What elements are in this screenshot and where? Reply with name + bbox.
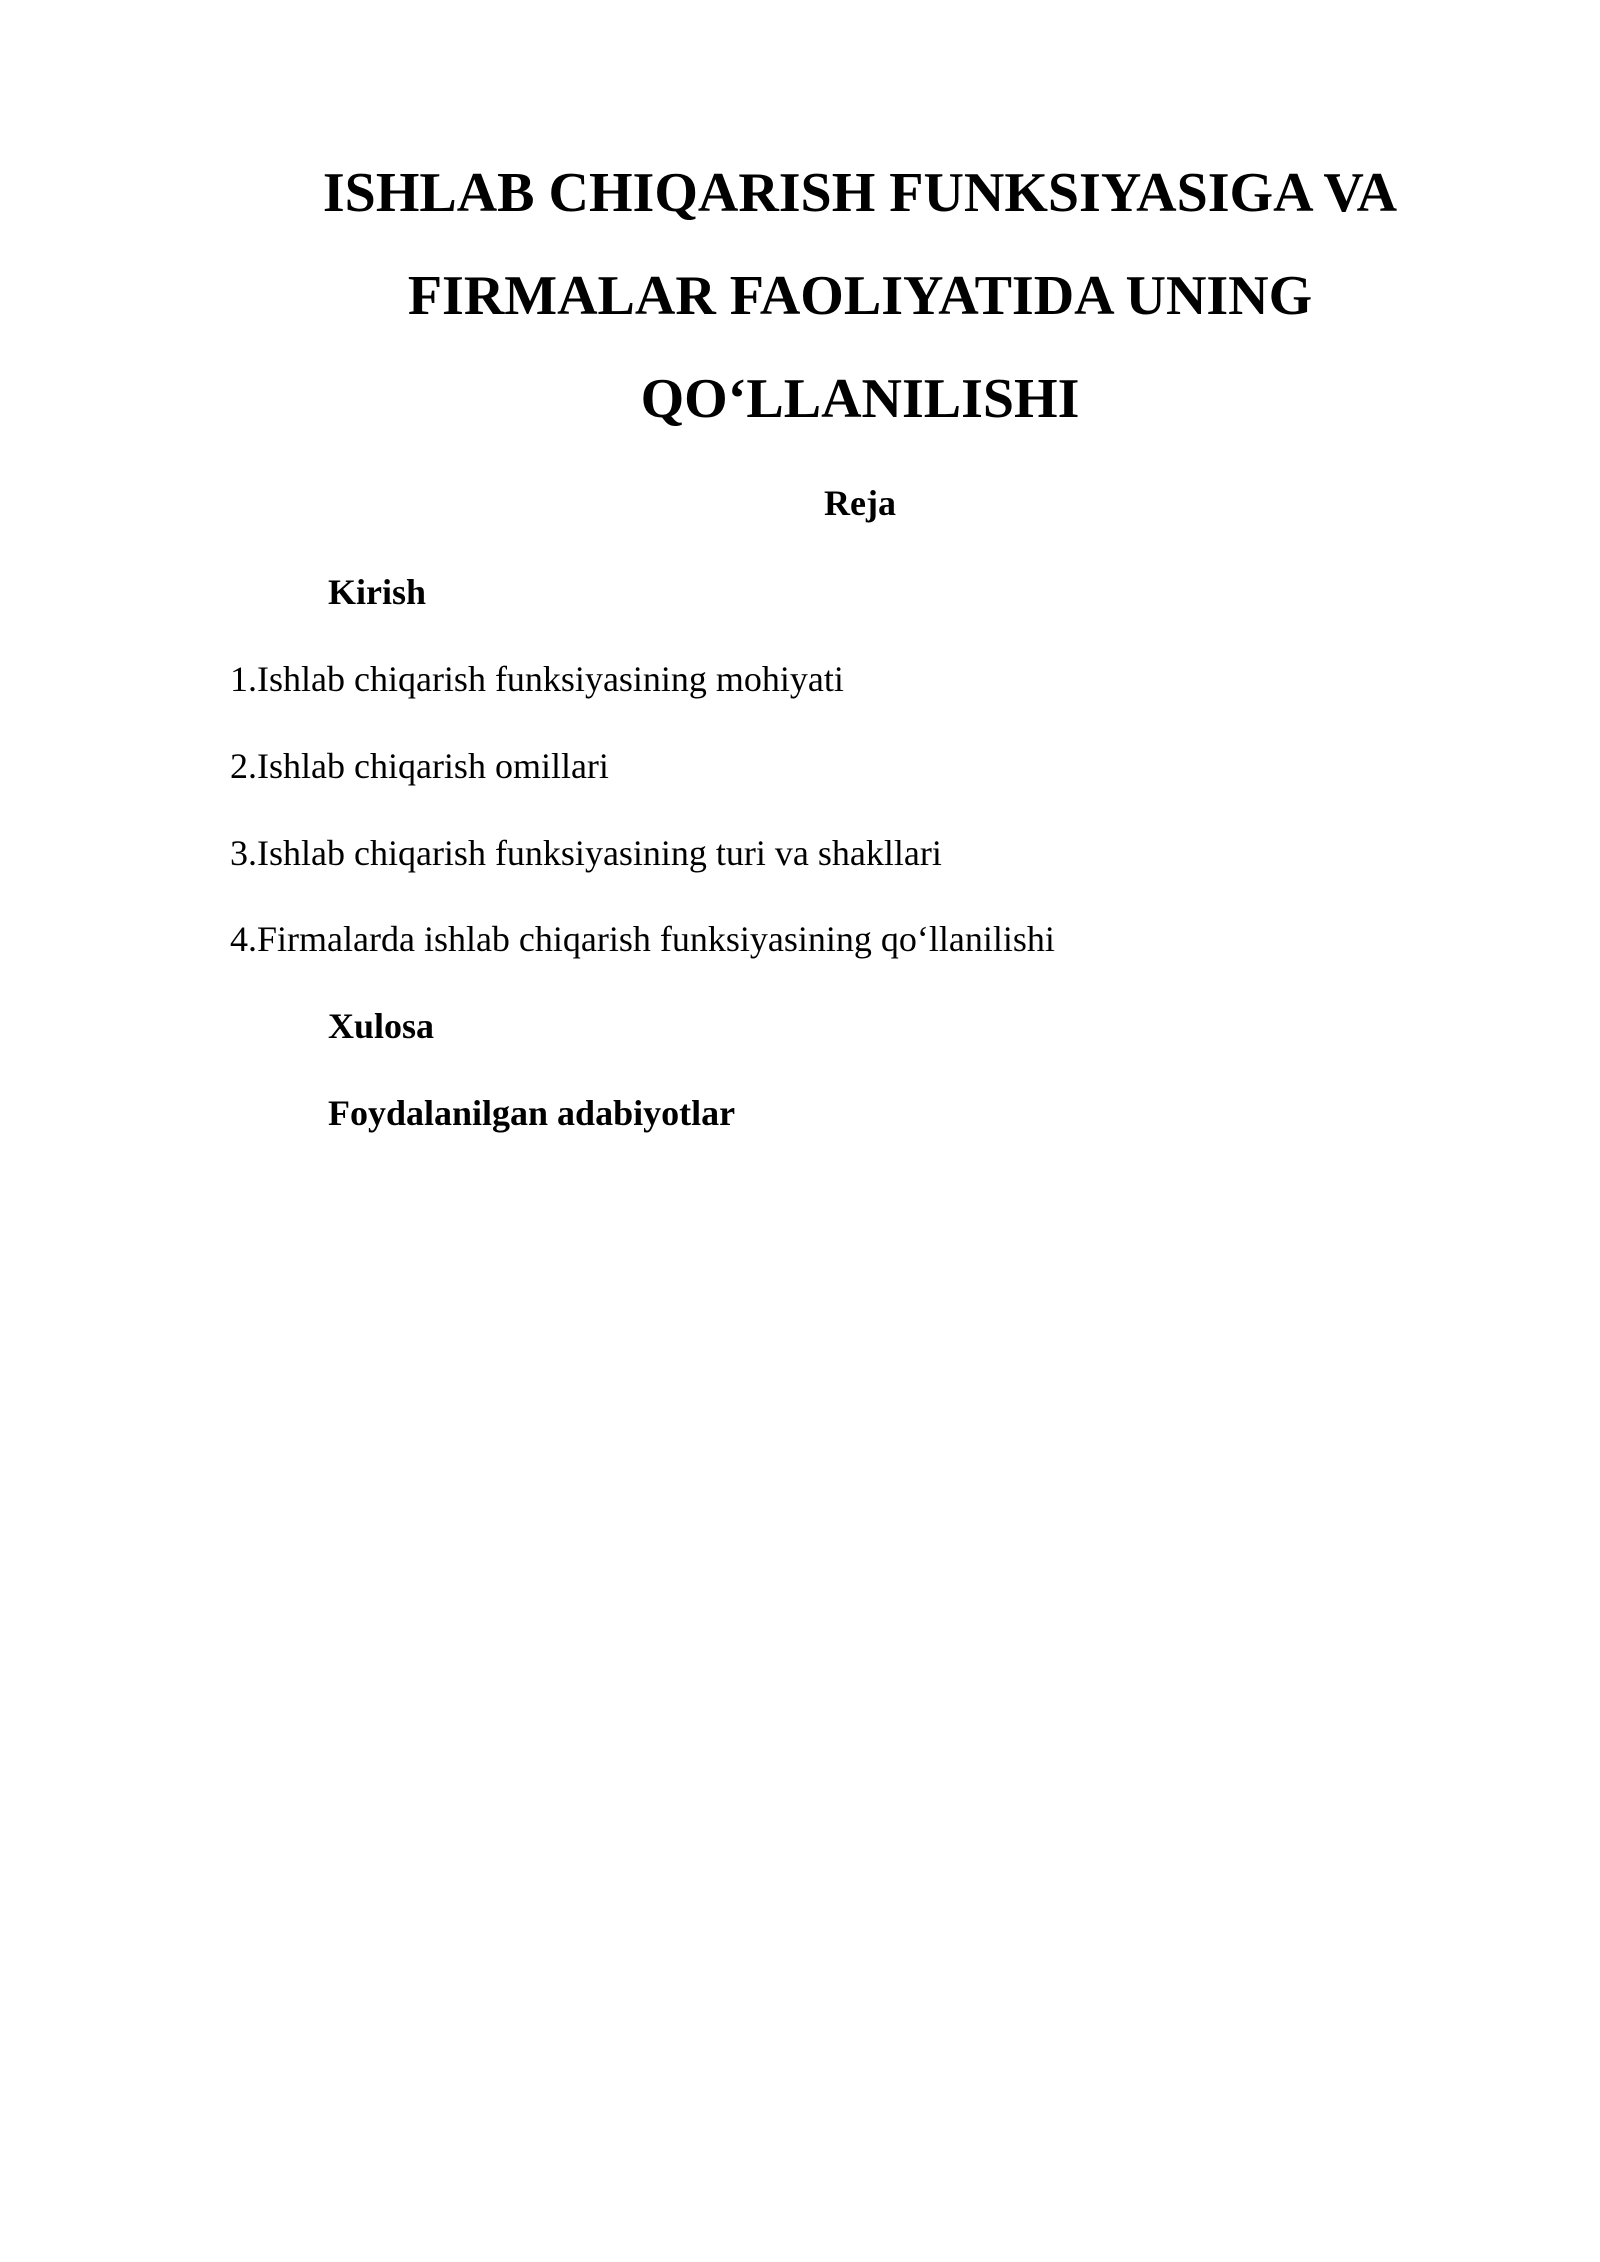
plan-item-2: 2.Ishlab chiqarish omillari	[230, 746, 609, 786]
document-title	[250, 142, 1470, 451]
plan-item-3: 3.Ishlab chiqarish funksiyasining turi va shakllari	[230, 833, 942, 873]
plan-conclusion: Xulosa	[328, 1006, 435, 1046]
title-line-1: ISHLAB CHIQARISH FUNKSIYASIGA VA	[322, 162, 1398, 224]
title-line-3: QO‘LLANILISHI	[640, 368, 1080, 430]
plan-heading: Reja	[824, 483, 896, 523]
plan-intro: Kirish	[328, 572, 427, 612]
plan-item-1: 1.Ishlab chiqarish funksiyasining mohiyati	[230, 659, 844, 699]
title-line-2: FIRMALAR FAOLIYATIDA UNING	[407, 265, 1313, 327]
plan-references: Foydalanilgan adabiyotlar	[328, 1093, 736, 1133]
plan-item-4: 4.Firmalarda ishlab chiqarish funksiyasining qo‘llanilishi	[230, 919, 1055, 959]
